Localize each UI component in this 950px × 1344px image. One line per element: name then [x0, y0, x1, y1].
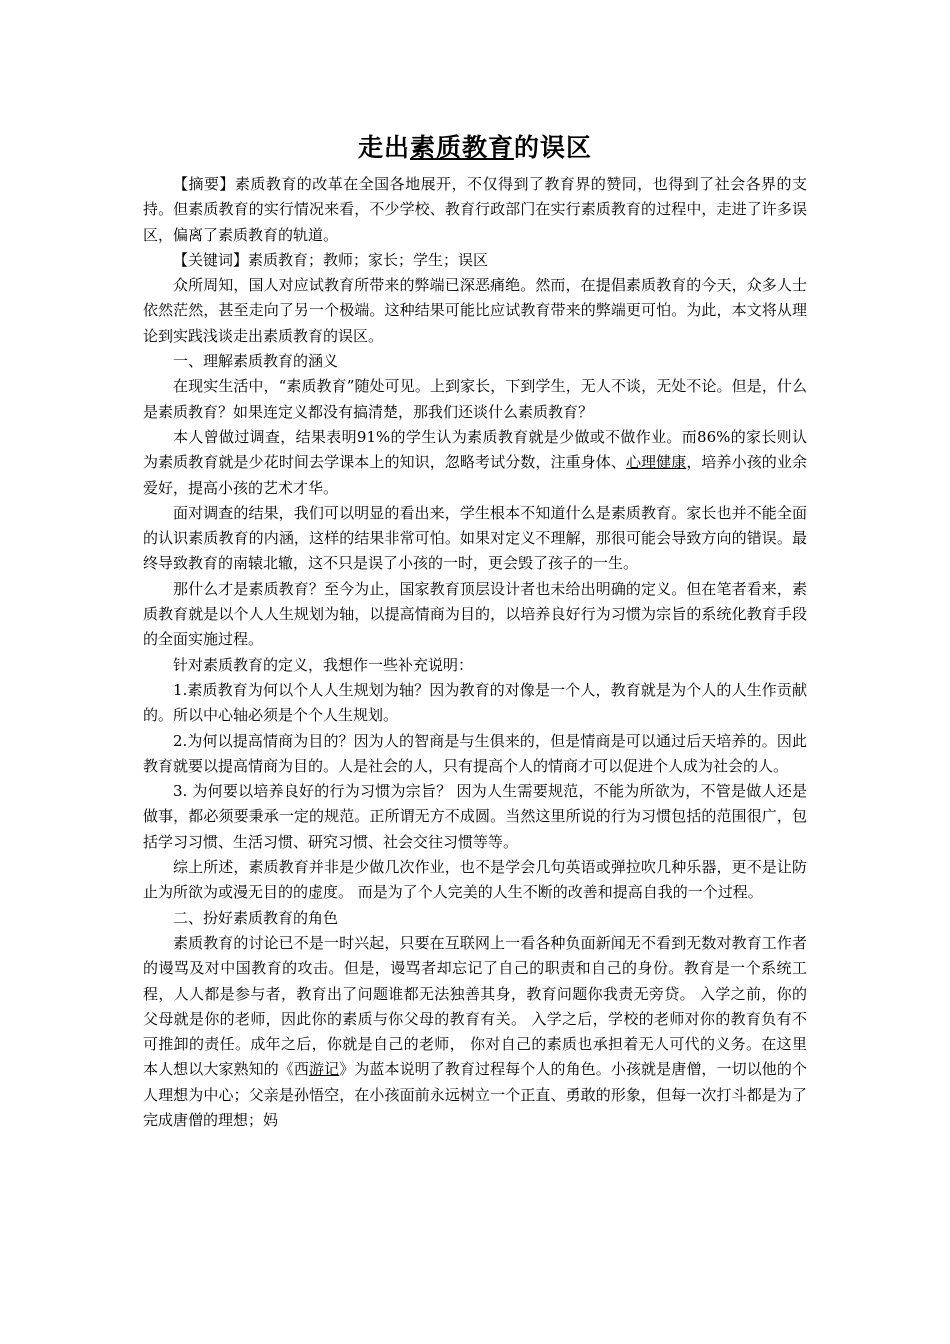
section-heading-2: 二、扮好素质教育的角色: [173, 908, 339, 927]
role-post: 》为蓝本说明了教育过程每个人的角色。小孩就是唐僧，一切以他的个人理想为中心；父亲是孙悟空，在小孩面前永远树立一个正直、勇敢的形象，但每一次打斗都是为了完成唐僧的理想；妈: [143, 1060, 807, 1129]
list-item-2: 2.为何以提高情商为目的？因为人的智商是与生俱来的，但是情商是可以通过后天培养的。因此教育就要以提高情商为目的。人是社会的人，只有提高个人的情商才可以促进个人成为社会的人。: [143, 731, 807, 775]
survey-post: ，培养小孩的业余爱好，提高小孩的艺术才华。: [143, 453, 807, 497]
body-paragraph: 面对调查的结果，我们可以明显的看出来，学生根本不知道什么是素质教育。家长也并不能全面的认识素质教育的内涵，这样的结果非常可怕。如果对定义不理解，那很可能会导致方向的错误。最终导致教育的南辕北辙，这不只是误了小孩的一时，更会毁了孩子的一生。: [143, 503, 807, 573]
survey-paragraph: [143, 425, 807, 501]
title-post: 的误区: [514, 133, 593, 162]
role-pre: 素质教育的讨论已不是一时兴起，只要在互联网上一看各种负面新闻无不看到无数对教育工作者的谩骂及对中国教育的攻击。但是，谩骂者却忘记了自己的职责和自己的身份。教育是一个系统工程，人人都是参与者，教育出了问题谁都无法独善其身，教育问题你我责无旁贷。 入学之前，你的父母就是你的老师，因此你的素质与你父母的教育有关。 入学之后，学校的老师对你的教育负有不可推卸的责任。成年之后，你就是自己的老师， 你对自己的素质也承担着无人可代的义务。在这里本人想以大家熟知的《西: [143, 933, 807, 1079]
survey-pre: 本人曾做过调查，结果表明91%的学生认为素质教育就是少做或不做作业。而86%的家长则认为素质教育就是少花时间去学课本上的知识，忽略考试分数，注重身体、: [143, 427, 807, 472]
title-pre: 走出: [357, 133, 410, 162]
role-paragraph: [143, 931, 807, 1133]
keywords-paragraph: 【关键词】素质教育；教师；家长；学生；误区: [173, 250, 489, 269]
list-item-3: 3. 为何要以培养良好的行为习惯为宗旨？ 因为人生需要规范，不能为所欲为，不管是做人还是做事，都必须要秉承一定的规范。正所谓无方不成圆。当然这里所说的行为习惯包括的范围很广，包括学习习惯、生活习惯、研究习惯、社会交往习惯等等。: [143, 782, 807, 851]
mental-health-link[interactable]: 心理健康: [625, 453, 687, 472]
body-paragraph: 那什么才是素质教育？至今为止，国家教育顶层设计者也未给出明确的定义。但在笔者看来，素质教育就是以个人人生规划为轴，以提高情商为目的，以培养良好行为习惯为宗旨的系统化教育手段的全面实施过程。: [143, 579, 807, 649]
body-paragraph: 在现实生活中，“素质教育”随处可见。上到家长，下到学生，无人不谈，无处不论。但是，什么是素质教育？如果连定义都没有搞清楚，那我们还谈什么素质教育？: [143, 377, 807, 421]
intro-paragraph: 众所周知，国人对应试教育所带来的弊端已深恶痛绝。然而，在提倡素质教育的今天，众多人士依然茫然，甚至走向了另一个极端。这种结果可能比应试教育带来的弊端更可怕。为此，本文将从理论到实践浅谈走出素质教育的误区。: [143, 276, 807, 345]
journey-west-link[interactable]: 游记: [309, 1060, 340, 1079]
summary-paragraph: 综上所述，素质教育并非是少做几次作业，也不是学会几句英语或弹拉吹几种乐器，更不是让防止为所欲为或漫无目的的虚度。 而是为了个人完美的人生不断的改善和提高自我的一个过程。: [143, 858, 807, 902]
title-link[interactable]: 素质教育: [409, 133, 514, 162]
document-title: [143, 128, 807, 168]
abstract-paragraph: 【摘要】素质教育的改革在全国各地展开，不仅得到了教育界的赞同，也得到了社会各界的支持。但素质教育的实行情况来看，不少学校、教育行政部门在实行素质教育的过程中，走进了许多误区，偏离了素质教育的轨道。: [143, 175, 807, 244]
section-heading-1: 一、理解素质教育的涵义: [173, 352, 339, 371]
list-item-1: 1.素质教育为何以个人人生规划为轴？因为教育的对像是一个人，教育就是为个人的人生作贡献的。所以中心轴必须是个个人生规划。: [143, 680, 807, 725]
document-page: [143, 128, 807, 1133]
body-paragraph: 针对素质教育的定义，我想作一些补充说明：: [173, 655, 474, 674]
